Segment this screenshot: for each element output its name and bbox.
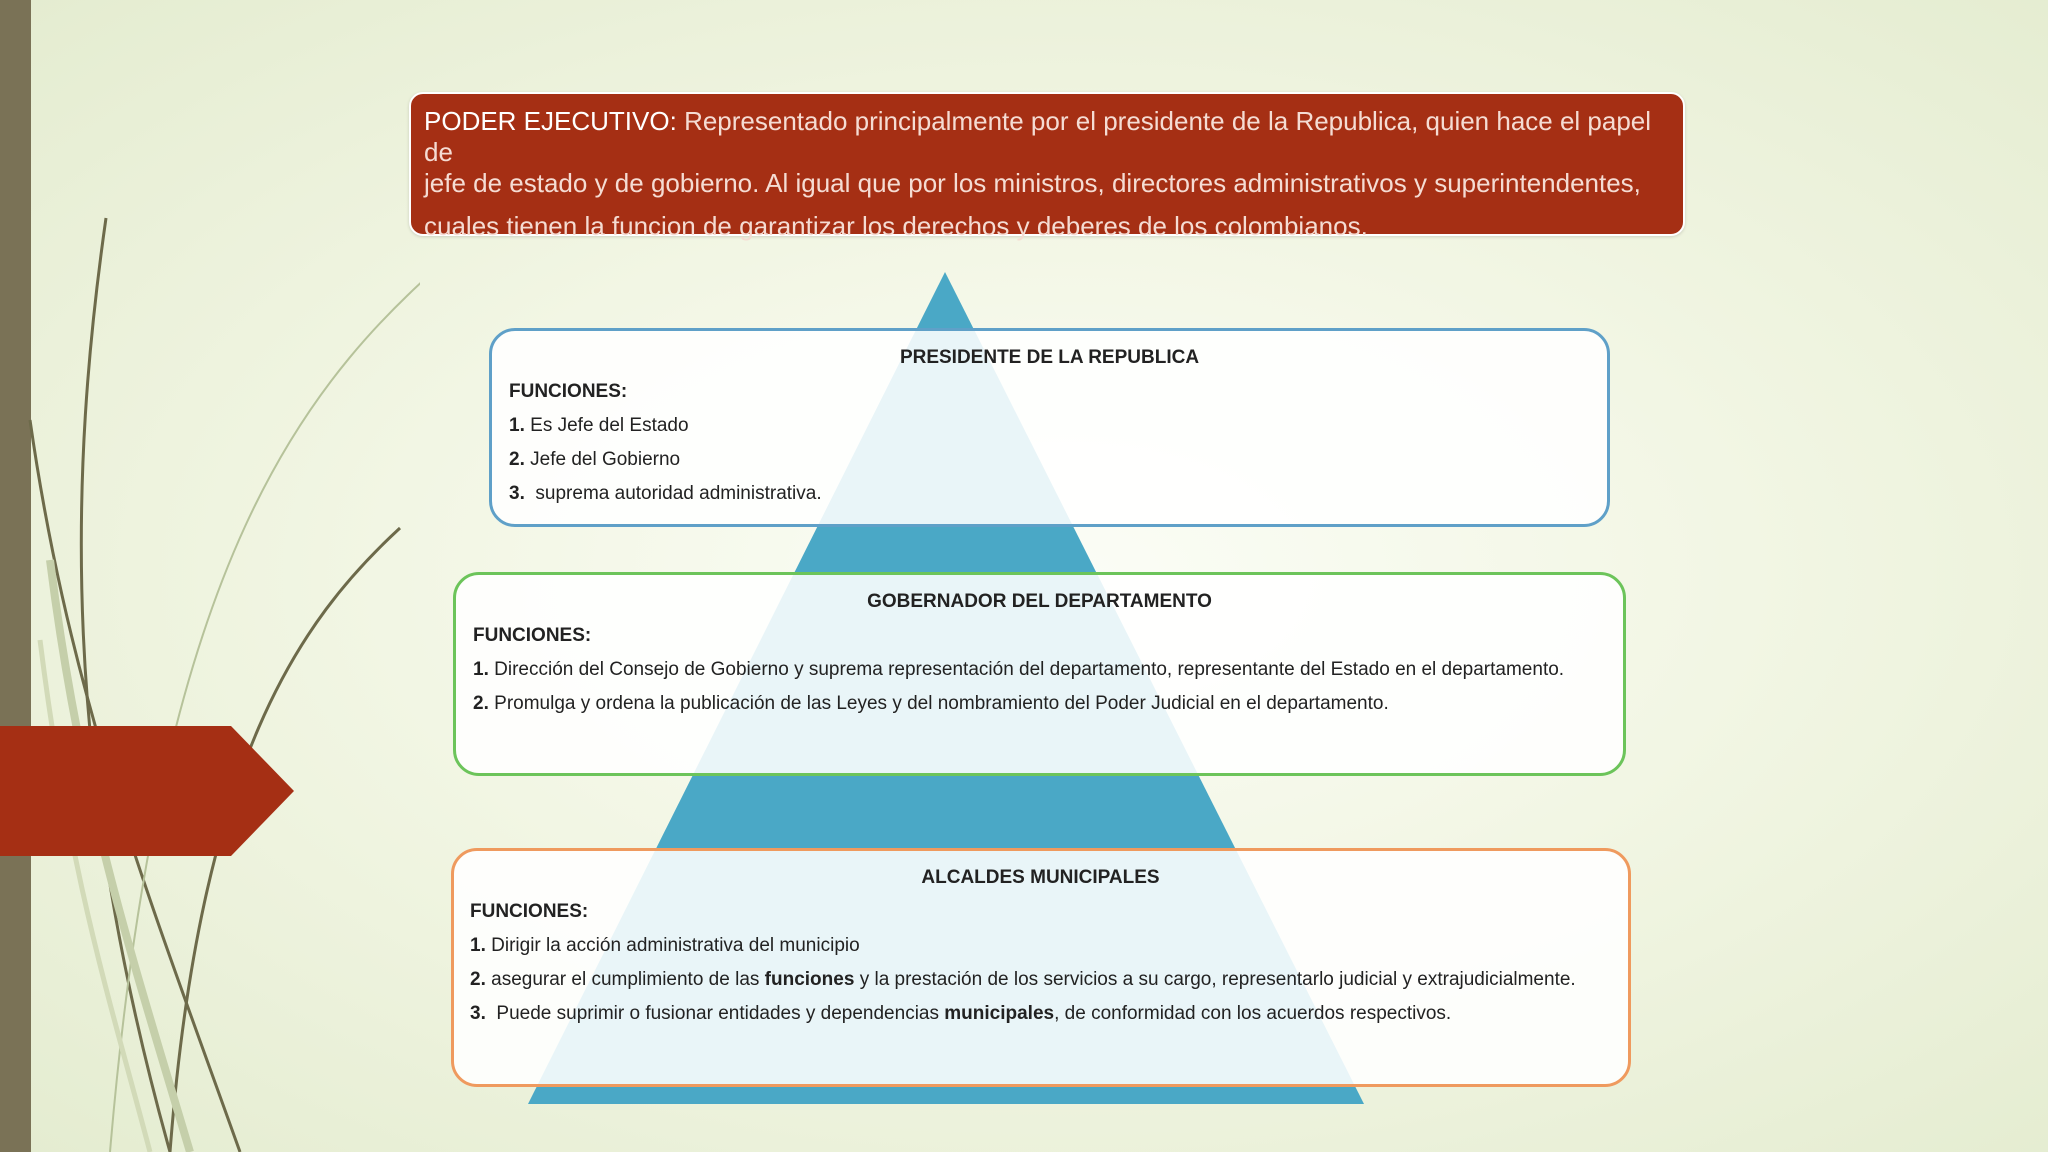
item-text: Es Jefe del Estado xyxy=(530,415,689,436)
list-item xyxy=(470,1001,1611,1026)
item-emphasis: municipales xyxy=(944,1003,1055,1024)
presidente-functions-label: FUNCIONES: xyxy=(509,381,628,402)
list-item xyxy=(509,481,1590,506)
item-text: Promulga y ordena la publicación de las Leyes y del nombramiento del Poder Judicial en el departamento. xyxy=(494,693,1389,714)
item-number: 1. xyxy=(509,415,525,436)
list-item xyxy=(509,447,1590,472)
presidente-box xyxy=(489,328,1610,527)
list-item xyxy=(470,933,1611,958)
list-item xyxy=(509,413,1590,438)
alcaldes-functions-label: FUNCIONES: xyxy=(470,901,589,922)
item-number: 2. xyxy=(473,693,489,714)
alcaldes-title: ALCALDES MUNICIPALES xyxy=(921,867,1160,888)
decorative-grass-lines xyxy=(0,0,420,1152)
item-text: , de conformidad con los acuerdos respectivos. xyxy=(1054,1003,1452,1024)
list-item xyxy=(473,657,1606,682)
item-number: 1. xyxy=(473,659,489,680)
header-line-3: cuales tienen la funcion de garantizar los derechos y deberes de los colombianos. xyxy=(424,211,1368,241)
list-item xyxy=(470,967,1611,992)
item-number: 3. xyxy=(509,483,525,504)
item-text: Puede suprimir o fusionar entidades y dependencias xyxy=(496,1003,939,1024)
header-box xyxy=(409,92,1685,241)
item-text: Dirección del Consejo de Gobierno y suprema representación del departamento, representante del Estado en el departamento. xyxy=(494,659,1565,680)
item-text: asegurar el cumplimiento de las xyxy=(491,969,760,990)
item-number: 2. xyxy=(470,969,486,990)
gobernador-box xyxy=(453,572,1626,776)
header-line-1: Representado principalmente por el presidente de la Republica, quien hace el papel de xyxy=(424,106,1652,167)
header-lead: PODER EJECUTIVO: xyxy=(424,106,677,136)
list-item xyxy=(473,691,1606,716)
gobernador-title: GOBERNADOR DEL DEPARTAMENTO xyxy=(867,591,1212,612)
item-number: 2. xyxy=(509,449,525,470)
item-text: y la prestación de los servicios a su cargo, representarlo judicial y extrajudicialmente. xyxy=(859,969,1576,990)
item-number: 3. xyxy=(470,1003,486,1024)
item-number: 1. xyxy=(470,935,486,956)
item-text: suprema autoridad administrativa. xyxy=(535,483,822,504)
item-emphasis: funciones xyxy=(764,969,855,990)
header-line-2: jefe de estado y de gobierno. Al igual que por los ministros, directores administrativos y superintendentes, xyxy=(424,168,1641,198)
presidente-title: PRESIDENTE DE LA REPUBLICA xyxy=(899,347,1200,368)
item-text: Dirigir la acción administrativa del municipio xyxy=(491,935,860,956)
gobernador-functions-label: FUNCIONES: xyxy=(473,625,592,646)
alcaldes-box xyxy=(451,848,1631,1087)
item-text: Jefe del Gobierno xyxy=(530,449,681,470)
red-arrow-shape xyxy=(0,726,294,856)
